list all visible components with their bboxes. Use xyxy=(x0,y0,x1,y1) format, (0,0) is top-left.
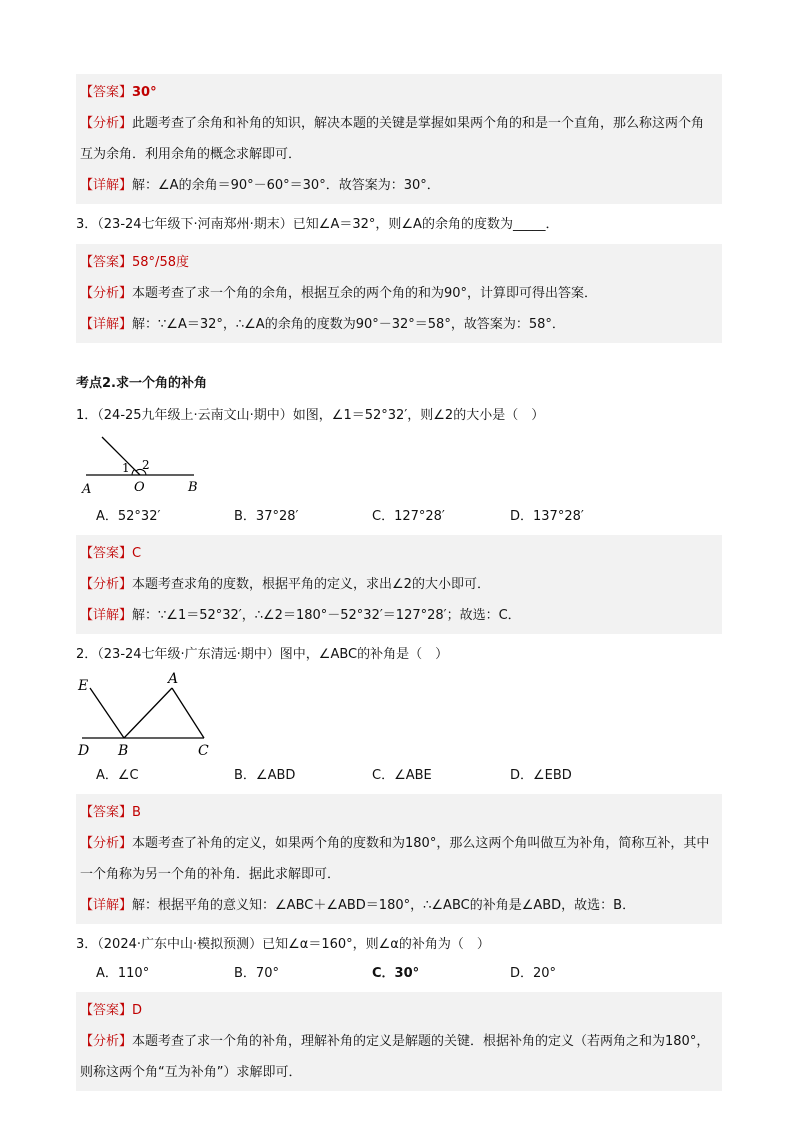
label-o: O xyxy=(134,480,145,495)
option-d[interactable]: D．20° xyxy=(510,966,557,981)
label-b: B xyxy=(188,480,198,495)
analysis-text: 本题考查求角的度数，根据平角的定义，求出∠2的大小即可． xyxy=(132,577,490,592)
analysis-tag: 【分析】 xyxy=(80,1034,133,1049)
solution-box-3 xyxy=(76,535,722,634)
option-a[interactable]: A．52°32′ xyxy=(96,509,161,524)
detail-tag: 【详解】 xyxy=(80,898,133,913)
problem-1-text: 1．（24-25九年级上·云南文山·期中）如图，∠1＝52°32′，则∠2的大小是（ ） xyxy=(76,408,545,423)
option-b[interactable]: B．∠ABD xyxy=(234,768,296,783)
analysis-text: 本题考查了补角的定义，如果两个角的度数和为180°，那么这两个角叫做互为补角，简称互补，其中一个角称为另一个角的补角．据此求解即可． xyxy=(80,836,710,882)
answer-line xyxy=(80,538,716,569)
figure-angle-1-2 xyxy=(76,431,722,503)
segment-eb xyxy=(90,688,124,738)
detail-line xyxy=(80,600,716,631)
answer-tag: 【答案】 xyxy=(80,805,133,820)
answer-value: D xyxy=(132,1003,143,1018)
segment-ba xyxy=(124,688,172,738)
options-1 xyxy=(76,503,722,531)
detail-text: 解：∵∠A＝32°，∴∠A的余角的度数为90°－32°＝58°，故答案为：58°． xyxy=(132,317,565,332)
arc-1 xyxy=(132,470,135,476)
detail-tag: 【详解】 xyxy=(80,317,133,332)
analysis-text: 本题考查了求一个角的补角，理解补角的定义是解题的关键．根据补角的定义（若两角之和为180°，则称这两个角“互为补角”）求解即可． xyxy=(80,1034,710,1080)
analysis-tag: 【分析】 xyxy=(80,836,133,851)
analysis-text: 此题考查了余角和补角的知识，解决本题的关键是掌握如果两个角的和是一个直角，那么称这两个角互为余角．利用余角的概念求解即可． xyxy=(80,116,705,162)
detail-line xyxy=(80,890,716,921)
problem-3-text: 3．（2024·广东中山·模拟预测）已知∠α＝160°，则∠α的补角为（ ） xyxy=(76,937,490,952)
detail-text: 解：∵∠1＝52°32′，∴∠2＝180°－52°32′＝127°28′；故选：C． xyxy=(132,608,521,623)
detail-tag: 【详解】 xyxy=(80,608,133,623)
option-a[interactable]: A．∠C xyxy=(96,768,139,783)
option-d[interactable]: D．∠EBD xyxy=(510,768,572,783)
solution-box-4 xyxy=(76,794,722,924)
label-e: E xyxy=(78,678,89,694)
analysis-text: 本题考查了求一个角的余角，根据互余的两个角的和为90°，计算即可得出答案． xyxy=(132,286,598,301)
option-d[interactable]: D．137°28′ xyxy=(510,509,584,524)
answer-value: B xyxy=(132,805,141,820)
detail-text: 解：∠A的余角＝90°－60°＝30°．故答案为：30°． xyxy=(132,178,440,193)
answer-value: 30° xyxy=(132,85,157,100)
label-1: 1 xyxy=(122,461,130,475)
answer-tag: 【答案】 xyxy=(80,1003,133,1018)
label-d: D xyxy=(78,743,90,758)
analysis-line xyxy=(80,108,716,170)
label-a: A xyxy=(82,482,92,497)
answer-tag: 【答案】 xyxy=(80,85,133,100)
analysis-tag: 【分析】 xyxy=(80,116,133,131)
label-b: B xyxy=(118,743,129,758)
answer-line xyxy=(80,995,716,1026)
options-3 xyxy=(76,960,722,988)
segment-ac xyxy=(172,688,204,738)
figure-abc xyxy=(76,670,722,762)
label-a: A xyxy=(168,671,179,687)
angle-diagram-2 xyxy=(76,670,226,758)
option-b[interactable]: B．70° xyxy=(234,966,279,981)
detail-line xyxy=(80,309,716,340)
section-title: 考点2.求一个角的补角 xyxy=(76,376,207,391)
analysis-line xyxy=(80,278,716,309)
analysis-line xyxy=(80,569,716,600)
solution-box-2 xyxy=(76,244,722,343)
solution-box-1 xyxy=(76,74,722,204)
angle-diagram-1 xyxy=(76,431,236,499)
answer-line xyxy=(80,797,716,828)
answer-line xyxy=(80,77,716,108)
label-2: 2 xyxy=(142,458,150,472)
answer-tag: 【答案】 xyxy=(80,546,133,561)
analysis-line xyxy=(80,828,716,890)
option-c[interactable]: C．30° xyxy=(372,966,420,981)
detail-line xyxy=(80,170,716,201)
detail-tag: 【详解】 xyxy=(80,178,133,193)
option-c[interactable]: C．127°28′ xyxy=(372,509,445,524)
answer-line xyxy=(80,247,716,278)
answer-tag: 【答案】 xyxy=(80,255,133,270)
option-a[interactable]: A．110° xyxy=(96,966,150,981)
detail-text: 解：根据平角的意义知：∠ABC＋∠ABD＝180°，∴∠ABC的补角是∠ABD，故选：B． xyxy=(132,898,636,913)
document-page xyxy=(76,70,722,1097)
options-2 xyxy=(76,762,722,790)
solution-box-5 xyxy=(76,992,722,1091)
answer-value: 58°/58度 xyxy=(132,255,189,270)
answer-value: C xyxy=(132,546,142,561)
analysis-tag: 【分析】 xyxy=(80,286,133,301)
option-c[interactable]: C．∠ABE xyxy=(372,768,432,783)
option-b[interactable]: B．37°28′ xyxy=(234,509,299,524)
analysis-line xyxy=(80,1026,716,1088)
question-3a: 3．（23-24七年级下·河南郑州·期末）已知∠A＝32°，则∠A的余角的度数为_____． xyxy=(76,217,559,232)
analysis-tag: 【分析】 xyxy=(80,577,133,592)
problem-2-text: 2．（23-24七年级·广东清远·期中）图中，∠ABC的补角是（ ） xyxy=(76,647,449,662)
label-c: C xyxy=(198,743,209,758)
